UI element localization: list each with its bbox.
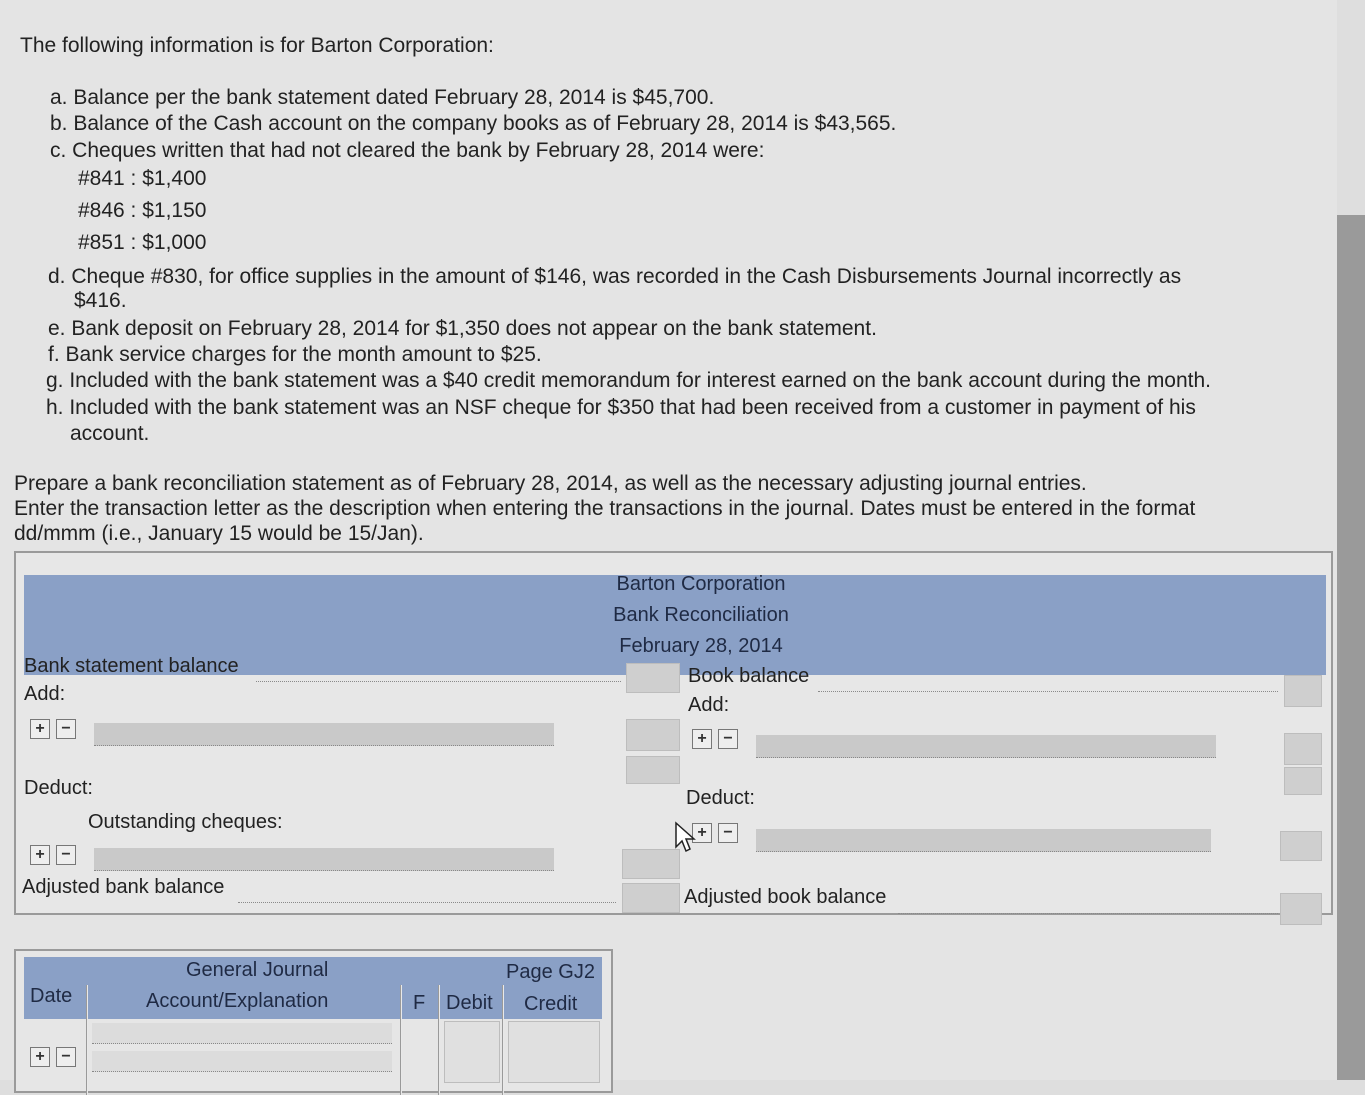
bank-deduct-label: Deduct: — [24, 777, 93, 799]
bank-add-label: Add: — [24, 683, 66, 705]
instruction-line-2: Enter the transaction letter as the description when entering the transactions in the journal. Dates must be entered in the format — [14, 497, 1196, 520]
column-folio: F — [413, 992, 426, 1014]
journal-divider — [502, 985, 504, 1095]
add-row-button[interactable]: + — [692, 823, 712, 843]
item-e: e. Bank deposit on February 28, 2014 for $1,350 does not appear on the bank statement. — [48, 317, 877, 340]
book-deduct-amount-field[interactable] — [1280, 831, 1322, 861]
bank-add-row-controls — [30, 719, 76, 739]
remove-row-button[interactable]: − — [718, 729, 738, 749]
column-date: Date — [30, 985, 73, 1007]
journal-page: Page GJ2 — [506, 961, 595, 983]
outstanding-cheques-label: Outstanding cheques: — [88, 811, 283, 833]
adjusted-book-balance-label: Adjusted book balance — [684, 886, 887, 908]
adjusted-bank-amount-field[interactable] — [622, 883, 680, 913]
cheque-846: #846 : $1,150 — [78, 199, 207, 222]
bank-deduct-row-controls — [30, 845, 76, 865]
add-row-button[interactable]: + — [692, 729, 712, 749]
book-add-row-controls — [692, 729, 738, 749]
outstanding-cheque-amount-field[interactable] — [622, 849, 680, 879]
item-f: f. Bank service charges for the month amount to $25. — [48, 343, 542, 366]
remove-row-button[interactable]: − — [56, 719, 76, 739]
adjusted-book-leader — [898, 913, 1278, 914]
instruction-line-1: Prepare a bank reconciliation statement as of February 28, 2014, as well as the necessary adjusting journal entries. — [14, 472, 1087, 495]
book-deduct-row-controls — [692, 823, 738, 843]
book-balance-label: Book balance — [688, 665, 810, 687]
add-row-button[interactable]: + — [30, 1047, 50, 1067]
journal-credit-field[interactable] — [508, 1021, 600, 1083]
item-b: b. Balance of the Cash account on the company books as of February 28, 2014 is $43,565. — [50, 112, 897, 135]
page-edge — [1337, 215, 1365, 1080]
journal-row-controls — [30, 1047, 76, 1067]
column-debit: Debit — [446, 992, 493, 1014]
instruction-line-3: dd/mmm (i.e., January 15 would be 15/Jan). — [14, 522, 424, 545]
journal-debit-field[interactable] — [444, 1021, 500, 1083]
book-balance-leader — [818, 691, 1278, 692]
bank-add-total-field[interactable] — [626, 756, 680, 784]
item-h: h. Included with the bank statement was an NSF cheque for $350 that had been received from a customer in payment of his — [46, 396, 1196, 419]
item-g: g. Included with the bank statement was a $40 credit memorandum for interest earned on the bank account during the month. — [46, 369, 1212, 392]
cheque-841: #841 : $1,400 — [78, 167, 207, 190]
journal-divider — [400, 985, 402, 1095]
item-c: c. Cheques written that had not cleared the bank by February 28, 2014 were: — [50, 139, 765, 162]
statement-title: Bank Reconciliation — [613, 604, 789, 626]
remove-row-button[interactable]: − — [56, 845, 76, 865]
intro-text: The following information is for Barton Corporation: — [20, 34, 494, 57]
book-deduct-label: Deduct: — [686, 787, 755, 809]
cheque-851: #851 : $1,000 — [78, 231, 207, 254]
general-journal-table — [14, 949, 613, 1093]
bank-add-amount-field[interactable] — [626, 719, 680, 751]
adjusted-bank-balance-label: Adjusted bank balance — [22, 876, 225, 898]
bank-balance-amount-field[interactable] — [626, 663, 680, 693]
book-add-total-field[interactable] — [1284, 767, 1322, 795]
remove-row-button[interactable]: − — [56, 1047, 76, 1067]
bank-add-description-input[interactable] — [94, 723, 554, 746]
mouse-pointer-icon — [674, 821, 698, 855]
item-a: a. Balance per the bank statement dated February 28, 2014 is $45,700. — [50, 86, 715, 109]
statement-date: February 28, 2014 — [619, 635, 783, 657]
outstanding-cheque-input[interactable] — [94, 848, 554, 871]
item-h-cont: account. — [70, 422, 150, 445]
company-name: Barton Corporation — [616, 573, 786, 595]
adjusted-bank-leader — [238, 902, 616, 903]
column-account-explanation: Account/Explanation — [146, 990, 329, 1012]
book-add-description-input[interactable] — [756, 735, 1216, 758]
book-balance-amount-field[interactable] — [1284, 675, 1322, 707]
add-row-button[interactable]: + — [30, 845, 50, 865]
journal-explanation-input[interactable] — [92, 1051, 392, 1072]
remove-row-button[interactable]: − — [718, 823, 738, 843]
column-credit: Credit — [524, 993, 578, 1015]
add-row-button[interactable]: + — [30, 719, 50, 739]
item-d: d. Cheque #830, for office supplies in the amount of $146, was recorded in the Cash Disbursements Journal incorrectly as — [48, 265, 1182, 288]
book-deduct-description-input[interactable] — [756, 829, 1211, 852]
bank-reconciliation-table — [14, 551, 1333, 915]
journal-divider — [86, 985, 88, 1095]
bank-statement-balance-label: Bank statement balance — [24, 655, 239, 677]
journal-account-input[interactable] — [92, 1023, 392, 1044]
book-add-label: Add: — [688, 694, 730, 716]
book-add-amount-field[interactable] — [1284, 733, 1322, 765]
journal-divider — [438, 985, 440, 1095]
item-d-cont: $416. — [74, 289, 127, 312]
journal-title: General Journal — [186, 959, 329, 981]
bank-balance-leader — [256, 681, 621, 682]
adjusted-book-amount-field[interactable] — [1280, 893, 1322, 925]
